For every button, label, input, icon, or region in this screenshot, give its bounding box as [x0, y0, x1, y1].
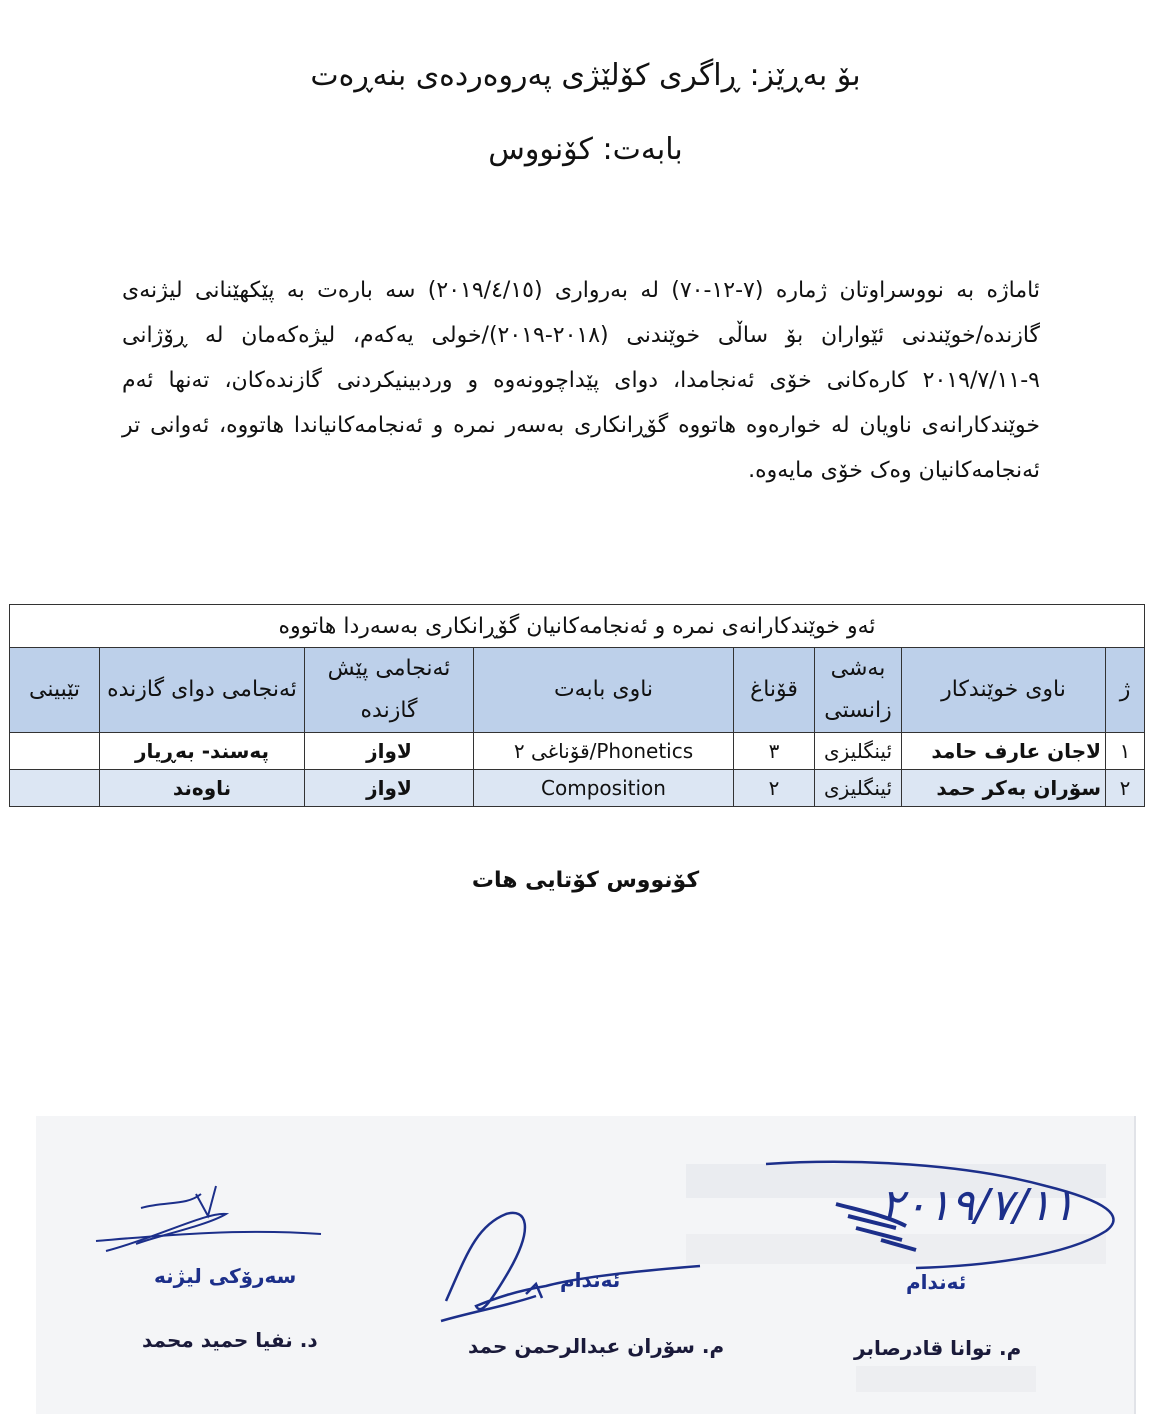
- signature-stroke: [141, 1186, 216, 1216]
- table-header-row: [10, 648, 1145, 733]
- table-row: [10, 770, 1145, 807]
- addressee-line: بۆ بەڕێز: ڕاگری کۆلێژی پەروەردەی بنەڕەت: [310, 58, 861, 93]
- closing-line: کۆنووس کۆتایی هات: [471, 868, 700, 893]
- signature-stroke: [446, 1213, 700, 1309]
- row-number: ١: [1106, 733, 1145, 770]
- row-subject: Composition: [474, 770, 734, 807]
- header-department: بەشی زانستی: [815, 648, 902, 733]
- header-subject: ناوی بابەت: [474, 648, 734, 733]
- row-result-after: پەسند- بەڕیار: [100, 733, 305, 770]
- row-department: ئینگلیزی: [815, 733, 902, 770]
- row-department: ئینگلیزی: [815, 770, 902, 807]
- row-stage: ٣: [734, 733, 815, 770]
- row-subject: Phonetics/قۆناغی ٢: [474, 733, 734, 770]
- table-row: [10, 733, 1145, 770]
- header-result-after: ئەنجامی دوای گازندە: [100, 648, 305, 733]
- header-stage: قۆناغ: [734, 648, 815, 733]
- row-student-name: سۆران بەکر حمد: [902, 770, 1106, 807]
- row-notes: [10, 770, 100, 807]
- signature-name-head: د. نفیا حمید محمد: [142, 1328, 318, 1352]
- header-result-before: ئەنجامی پێش گازندە: [305, 648, 474, 733]
- row-result-before: لاواز: [305, 770, 474, 807]
- changes-table: [9, 604, 1145, 807]
- subject-line: بابەت: کۆنووس: [488, 132, 683, 167]
- signature-title-member-middle: ئەندام: [560, 1268, 621, 1292]
- row-student-name: لاجان عارف حامد: [902, 733, 1106, 770]
- row-number: ٢: [1106, 770, 1145, 807]
- row-result-after: ناوەند: [100, 770, 305, 807]
- signature-name-member-right: م. توانا قادرصابر: [854, 1336, 1022, 1360]
- table-caption: ئەو خوێندکارانەی نمرە و ئەنجامەکانیان گۆڕانکاری بەسەردا هاتووە: [10, 605, 1145, 648]
- signature-stroke: [96, 1232, 321, 1241]
- header-number: ژ: [1106, 648, 1145, 733]
- signature-name-member-middle: م. سۆران عبدالرحمن حمد: [468, 1334, 725, 1358]
- header-student-name: ناوی خوێندکار: [902, 648, 1106, 733]
- signature-date: ٢٠١٩/٧/١١: [880, 1180, 1076, 1231]
- header-notes: تێبینی: [10, 648, 100, 733]
- body-paragraph: ئاماژە بە نووسراوتان ژمارە (٧-١٢-٧٠) لە بەرواری (٢٠١٩/٤/١٥) سە بارەت بە پێکهێنانی لیژنەی گازندە/خوێندنی ئێواران بۆ ساڵی خوێندنی (٢٠١٨-٢٠١٩)/خولی یەکەم، لیژەکەمان لە ڕۆژانی ٩-٢٠١٩/٧/١١ کارەکانی خۆی ئەنجامدا، دوای پێداچوونەوە و وردبینیکردنی گازندەکان، تەنها ئەم خوێندکارانەی ناویان لە خوارەوە هاتووە گۆڕانکاری بەسەر نمرە و ئەنجامەکانیاندا هاتووە، ئەوانی تر ئەنجامەکانیان وەک خۆی مایەوە.: [122, 278, 1040, 483]
- signature-title-member-right: ئەندام: [906, 1270, 967, 1294]
- row-stage: ٢: [734, 770, 815, 807]
- row-notes: [10, 733, 100, 770]
- signature-title-head: سەرۆکی لیژنە: [154, 1264, 297, 1288]
- row-result-before: لاواز: [305, 733, 474, 770]
- table-caption-row: [10, 605, 1145, 648]
